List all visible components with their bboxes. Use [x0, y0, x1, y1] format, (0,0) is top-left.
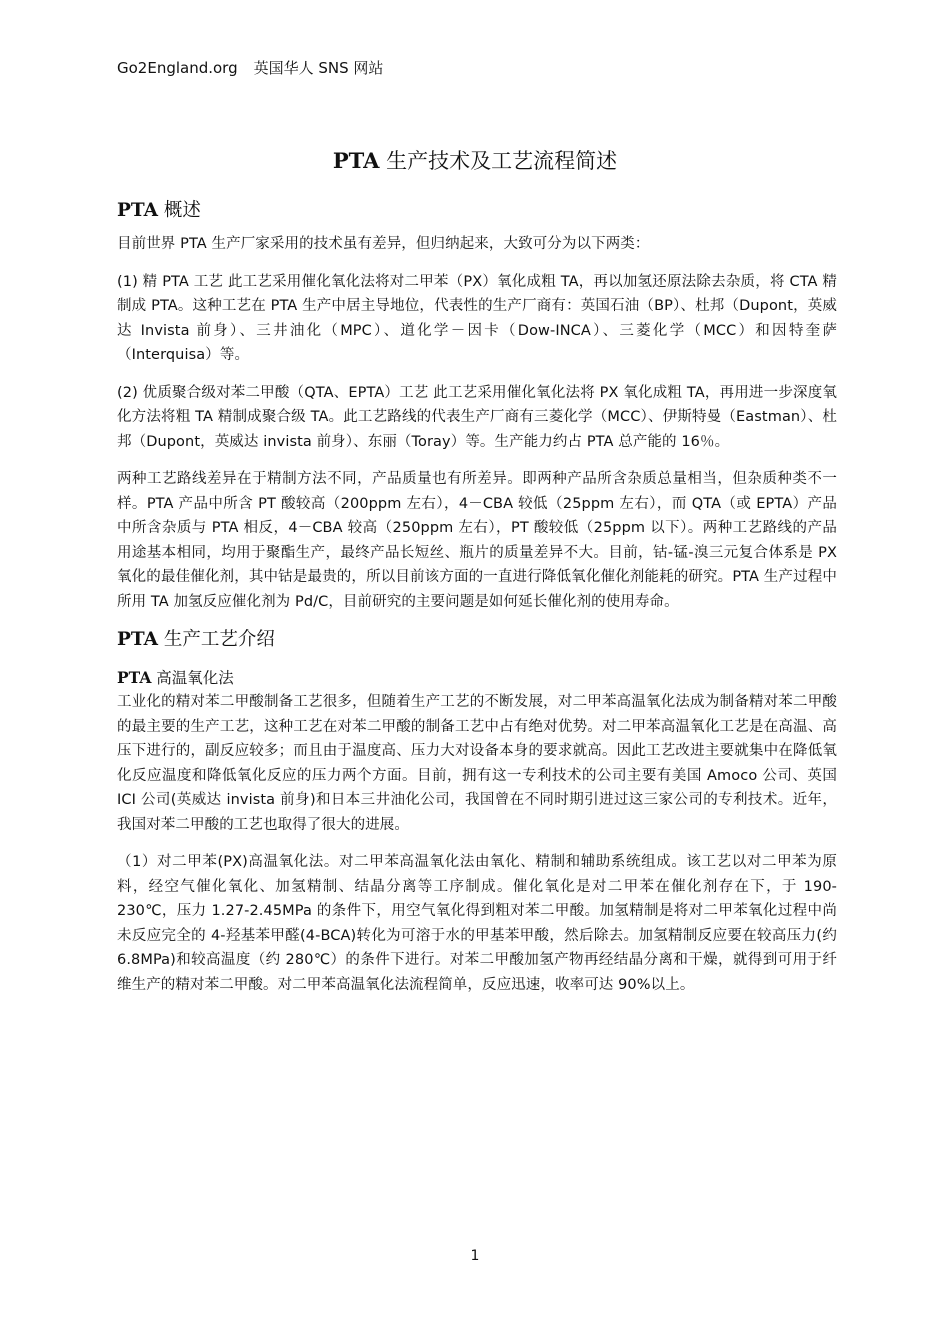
section-heading-overview — [117, 198, 837, 224]
section-overview — [117, 198, 837, 614]
subheading-text: 高温氧化法 — [151, 669, 234, 687]
paragraph: 目前世界 PTA 生产厂家采用的技术虽有差异，但归纳起来，大致可分为以下两类： — [117, 236, 650, 252]
heading-text: 概述 — [158, 200, 201, 221]
title-bold: PTA — [332, 148, 380, 173]
paragraph: (2) 优质聚合级对苯二甲酸（QTA、EPTA）工艺 此工艺采用催化氧化法将 PX 氧化成粗 TA，再用进一步深度氧化方法将粗 TA 精制成聚合级 TA。此工艺路线的代表生产厂商有三菱化学（MCC）、伊斯特曼（Eastman）、杜邦（Dupont，英威达 invista 前身）、东丽（Toray）等。生产能力约占 PTA 总产能的 16％。 — [117, 384, 837, 450]
page-header — [117, 58, 383, 78]
heading-bold: PTA — [117, 200, 159, 221]
paragraph: 两种工艺路线差异在于精制方法不同，产品质量也有所差异。即两种产品所含杂质总量相当，但杂质种类不一样。PTA 产品中所含 PT 酸较高（200ppm 左右），4－CBA 较低（25ppm 左右），而 QTA（或 EPTA）产品中所含杂质与 PTA 相反，4－CBA 较高（250ppm 左右），PT 酸较低（25ppm 以下）。两种工艺路线的产品用途基本相同，均用于聚酯生产，最终产品长短丝、瓶片的质量差异不大。目前，钴-锰-溴三元复合体系是 PX 氧化的最佳催化剂，其中钴是最贵的，所以目前该方面的一直进行降低氧化催化剂能耗的研究。PTA 生产过程中所用 TA 加氢反应催化剂为 Pd/C，目前研究的主要问题是如何延长催化剂的使用寿命。 — [117, 471, 837, 610]
section-heading-process — [117, 627, 837, 653]
header-site: Go2England.org — [117, 59, 238, 77]
subheading-high-temp-oxidation — [117, 667, 837, 689]
paragraph: 工业化的精对苯二甲酸制备工艺很多，但随着生产工艺的不断发展，对二甲苯高温氧化法成为制备精对苯二甲酸的最主要的生产工艺，这种工艺在对苯二甲酸的制备工艺中占有绝对优势。对二甲苯高温氧化工艺是在高温、高压下进行的，副反应较多；而且由于温度高、压力大对设备本身的要求就高。因此工艺改进主要就集中在降低氧化反应温度和降低氧化反应的压力两个方面。目前，拥有这一专利技术的公司主要有美国 Amoco 公司、英国 ICI 公司(英威达 invista 前身)和日本三井油化公司，我国曾在不同时期引进过这三家公司的专利技术。近年，我国对苯二甲酸的工艺也取得了很大的进展。 — [117, 694, 837, 833]
paragraph: (1) 精 PTA 工艺 此工艺采用催化氧化法将对二甲苯（PX）氧化成粗 TA，再以加氢还原法除去杂质，将 CTA 精制成 PTA。这种工艺在 PTA 生产中居主导地位，代表性的生产厂商有：英国石油（BP）、杜邦（Dupont，英威达 Invista 前身）、三井油化（MPC）、道化学－因卡（Dow-INCA）、三菱化学（MCC）和因特奎萨（Interquisa）等。 — [117, 273, 837, 363]
header-tagline: 英国华人 SNS 网站 — [253, 59, 384, 77]
page-number: 1 — [470, 1248, 480, 1264]
paragraph: （1）对二甲苯(PX)高温氧化法。对二甲苯高温氧化法由氧化、精制和辅助系统组成。该工艺以对二甲苯为原料，经空气催化氧化、加氢精制、结晶分离等工序制成。催化氧化是对二甲苯在催化剂存在下，于 190-230℃，压力 1.27-2.45MPa 的条件下，用空气氧化得到粗对苯二甲酸。加氢精制是将对二甲苯氧化过程中尚未反应完全的 4-羟基苯甲醛(4-BCA)转化为可溶于水的甲基苯甲酸，然后除去。加氢精制反应要在较高压力(约 6.8MPa)和较高温度（约 280℃）的条件下进行。对苯二甲酸加氢产物再经结晶分离和干燥，就得到可用于纤维生产的精对苯二甲酸。对二甲苯高温氧化法流程简单，反应迅速，收率可达 90%以上。 — [117, 854, 837, 993]
heading-bold: PTA — [117, 629, 159, 650]
heading-text: 生产工艺介绍 — [158, 629, 275, 650]
document-title — [0, 147, 950, 175]
document-body — [117, 198, 837, 1010]
section-process — [117, 627, 837, 997]
title-text: 生产技术及工艺流程简述 — [379, 149, 618, 173]
subheading-bold: PTA — [117, 668, 152, 687]
